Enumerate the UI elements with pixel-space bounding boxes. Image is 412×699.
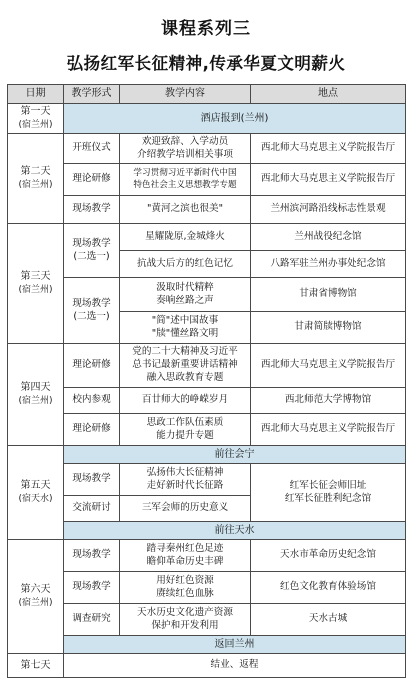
content-cell xyxy=(120,278,251,312)
form-note: (二选一) xyxy=(73,310,110,322)
content-line: 奏响丝路之声 xyxy=(156,294,214,306)
day-label: 第四天 xyxy=(20,382,51,394)
place-cell: 八路军驻兰州办事处纪念馆 xyxy=(251,251,406,278)
day-stay: (宿天水) xyxy=(18,494,53,505)
content-line: 融入思政教育专题 xyxy=(146,371,224,383)
day1-banner: 酒店报到(兰州) xyxy=(64,104,406,134)
content-line: 介绍教学培训相关事项 xyxy=(137,148,233,160)
day-cell-1 xyxy=(8,104,64,134)
day-cell-6 xyxy=(8,540,64,654)
content-cell: 抗战大后方的红色记忆 xyxy=(120,251,251,278)
day-stay: (宿兰州) xyxy=(18,396,53,407)
column-header-content: 教学内容 xyxy=(120,85,251,104)
form-cell: 现场教学 xyxy=(64,540,120,572)
place-cell: 甘肃简牍博物馆 xyxy=(251,312,406,344)
form-cell: 现场教学 xyxy=(64,572,120,604)
day-label: 第二天 xyxy=(20,166,51,178)
table-row xyxy=(8,604,406,636)
place-cell: 红色文化教育体验场馆 xyxy=(251,572,406,604)
day-label: 第五天 xyxy=(20,480,51,492)
content-cell: 三军会师的历史意义 xyxy=(120,496,251,522)
place-cell: 天水古城 xyxy=(251,604,406,636)
form-cell: 理论研修 xyxy=(64,344,120,388)
form-cell: 交流研讨 xyxy=(64,496,120,522)
form-cell: 理论研修 xyxy=(64,164,120,196)
content-line: 思政工作队伍素质 xyxy=(146,416,224,428)
content-line: 保护和开发利用 xyxy=(151,619,219,631)
content-line: 能力提升专题 xyxy=(156,429,214,441)
day-label: 第七天 xyxy=(20,660,51,671)
content-cell xyxy=(120,164,251,196)
place-cell xyxy=(251,464,406,522)
place-cell: 天水市革命历史纪念馆 xyxy=(251,540,406,572)
place-line: 红军长征胜利纪念馆 xyxy=(284,492,372,504)
place-cell: 兰州滨河路沿线标志性景观 xyxy=(251,196,406,224)
table-row xyxy=(8,224,406,251)
content-cell xyxy=(120,414,251,446)
form-cell: 调查研究 xyxy=(64,604,120,636)
form-cell: 校内参观 xyxy=(64,388,120,414)
column-header-place: 地点 xyxy=(251,85,406,104)
form-cell: 现场教学 xyxy=(64,464,120,496)
table-row xyxy=(8,164,406,196)
table-row xyxy=(8,344,406,388)
table-row xyxy=(8,464,406,496)
form-cell: 现场教学 xyxy=(64,196,120,224)
course-title: 弘扬红军长征精神,传承华夏文明薪火 xyxy=(66,54,346,73)
form-cell xyxy=(64,224,120,278)
place-cell: 西北师范大学博物馆 xyxy=(251,388,406,414)
day-stay: (宿兰州) xyxy=(18,598,53,609)
column-header-form: 教学形式 xyxy=(64,85,120,104)
content-line: 欢迎致辞、入学动员 xyxy=(141,135,229,147)
day5-banner-bottom: 前往天水 xyxy=(64,522,406,540)
content-line: 学习贯彻习近平新时代中国 xyxy=(133,167,237,178)
table-row xyxy=(8,636,406,654)
form-label: 现场教学 xyxy=(72,237,111,249)
content-line: 用好红色资源 xyxy=(156,574,214,586)
day-stay: (宿兰州) xyxy=(18,285,53,296)
content-line: 汲取时代精粹 xyxy=(156,281,214,293)
place-line: 红军长征会师旧址 xyxy=(289,479,367,491)
place-cell: 西北师大马克思主义学院报告厅 xyxy=(251,134,406,164)
content-line: 走好新时代长征路 xyxy=(146,479,224,491)
table-row xyxy=(8,278,406,312)
day-stay: (宿兰州) xyxy=(18,180,53,191)
day-stay: (宿兰州) xyxy=(18,120,53,131)
content-cell: 百廿师大的峥嵘岁月 xyxy=(120,388,251,414)
place-cell: 甘肃省博物馆 xyxy=(251,278,406,312)
day-cell-3 xyxy=(8,224,64,344)
table-row xyxy=(8,572,406,604)
day-label: 第六天 xyxy=(20,584,51,596)
table-header-row xyxy=(8,85,406,104)
place-cell: 西北师大马克思主义学院报告厅 xyxy=(251,414,406,446)
content-line: 瞻仰革命历史丰碑 xyxy=(146,555,224,567)
content-cell xyxy=(120,312,251,344)
form-label: 现场教学 xyxy=(72,297,111,309)
day-label: 第三天 xyxy=(20,271,51,283)
series-heading: 课程系列三 xyxy=(161,19,251,39)
content-line: 总书记最新重要讲话精神 xyxy=(132,359,238,371)
content-cell xyxy=(120,464,251,496)
table-row xyxy=(8,196,406,224)
content-cell xyxy=(120,540,251,572)
day-cell-2 xyxy=(8,134,64,224)
form-cell xyxy=(64,278,120,344)
day7-content: 结业、返程 xyxy=(64,654,406,678)
content-line: 踏寻秦州红色足迹 xyxy=(146,542,224,554)
table-row xyxy=(8,104,406,134)
content-cell xyxy=(120,134,251,164)
day-label: 第一天 xyxy=(20,106,51,118)
content-cell: "黄河之滨也很美" xyxy=(120,196,251,224)
content-cell xyxy=(120,604,251,636)
day-cell-5 xyxy=(8,446,64,540)
table-row xyxy=(8,522,406,540)
day-cell-4 xyxy=(8,344,64,446)
day6-banner-bottom: 返回兰州 xyxy=(64,636,406,654)
content-line: 赓续红色血脉 xyxy=(156,587,214,599)
table-row xyxy=(8,654,406,678)
content-line: 党的二十大精神及习近平 xyxy=(132,346,238,358)
content-line: 弘扬伟大长征精神 xyxy=(146,466,224,478)
day5-banner-top: 前往会宁 xyxy=(64,446,406,464)
content-cell xyxy=(120,344,251,388)
place-cell: 西北师大马克思主义学院报告厅 xyxy=(251,164,406,196)
content-cell xyxy=(120,572,251,604)
content-line: 特色社会主义思想教学专题 xyxy=(133,179,237,190)
content-cell: 星耀陇原,金城烽火 xyxy=(120,224,251,251)
column-header-date: 日期 xyxy=(8,85,64,104)
form-cell: 开班仪式 xyxy=(64,134,120,164)
table-row xyxy=(8,388,406,414)
form-note: (二选一) xyxy=(73,250,110,262)
place-cell: 西北师大马克思主义学院报告厅 xyxy=(251,344,406,388)
day-cell-7 xyxy=(8,654,64,678)
table-row xyxy=(8,446,406,464)
content-line: "牍"懂丝路文明 xyxy=(151,327,219,339)
place-cell: 兰州战役纪念馆 xyxy=(251,224,406,251)
schedule-table xyxy=(7,84,406,678)
table-row xyxy=(8,414,406,446)
form-cell: 理论研修 xyxy=(64,414,120,446)
table-row xyxy=(8,134,406,164)
content-line: "简"述中国故事 xyxy=(151,314,219,326)
table-row xyxy=(8,540,406,572)
content-line: 天水历史文化遗产资源 xyxy=(137,606,233,618)
